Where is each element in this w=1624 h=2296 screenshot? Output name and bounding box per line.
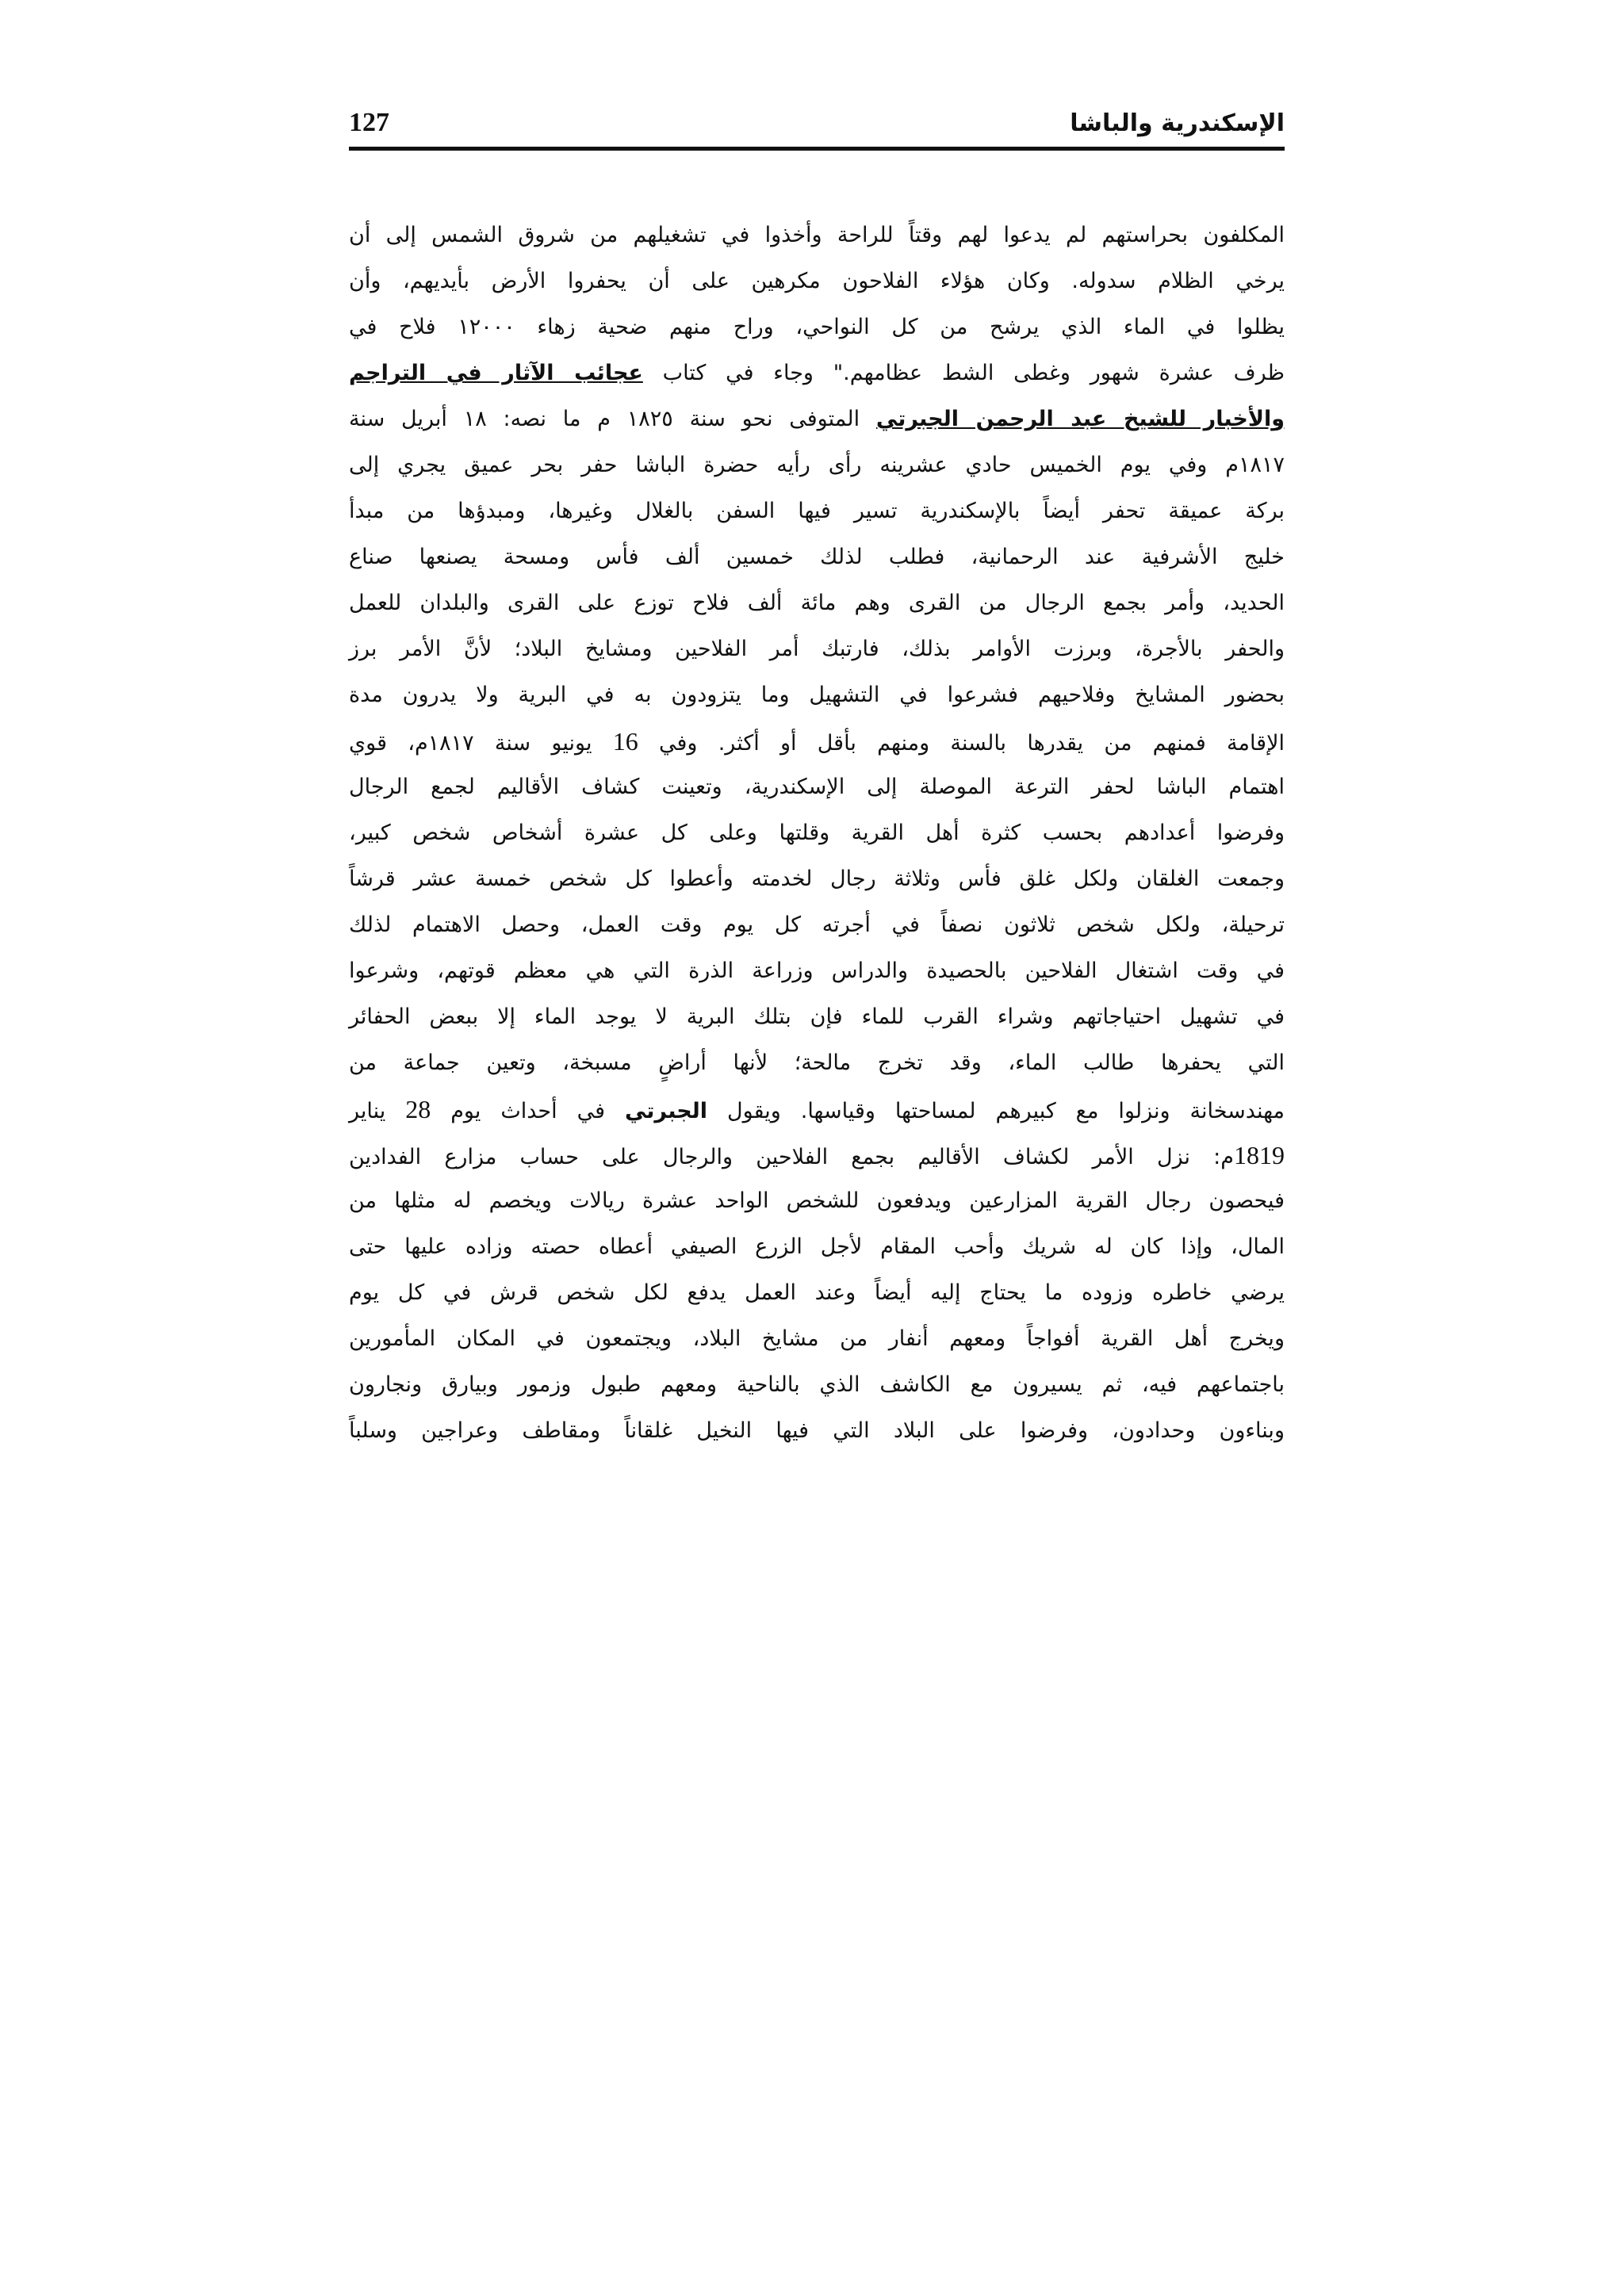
text-line: بحضور المشايخ وفلاحيهم فشرعوا في التشهيل وما يتزودون به في البرية ولا يدرون مدة <box>349 683 1285 707</box>
text-line: 1819م: نزل الأمر لكشاف الأقاليم بجمع الفلاحين والرجال على حساب مزارع الفدادين <box>349 1141 1285 1169</box>
page-header <box>349 101 1285 149</box>
text-line: المال، وإذا كان له شريك وأحب المقام لأجل الزرع الصيفي أعطاه حصته وزاده عليها حتى <box>349 1234 1285 1259</box>
text-line: الإقامة فمنهم من يقدرها بالسنة ومنهم بأقل أو أكثر. وفي 16 يونيو سنة ١٨١٧م، قوي <box>349 727 1285 756</box>
text-line: ترحيلة، ولكل شخص ثلاثون نصفاً في أجرته كل يوم وقت العمل، وحصل الاهتمام لذلك <box>349 913 1285 937</box>
text-line: في تشهيل احتياجاتهم وشراء القرب للماء فإن بتلك البرية لا يوجد الماء إلا ببعض الحفائر <box>349 1004 1285 1029</box>
text-line: فيحصون رجال القرية المزارعين ويدفعون للشخص الواحد عشرة ريالات ويخصم له مثلها من <box>349 1188 1285 1213</box>
text-line: يرضي خاطره وزوده ما يحتاج إليه أيضاً وعند العمل يدفع لكل شخص قرش في كل يوم <box>349 1280 1285 1305</box>
text-line: والأخبار للشيخ عبد الرحمن الجبرتي المتوفى نحو سنة ١٨٢٥ م ما نصه: ١٨ أبريل سنة <box>349 407 1285 431</box>
text-line: يرخي الظلام سدوله. وكان هؤلاء الفلاحون مكرهين على أن يحفروا الأرض بأيديهم، وأن <box>349 269 1285 293</box>
text-line: يظلوا في الماء الذي يرشح من كل النواحي، وراح منهم ضحية زهاء ١٢٠٠٠ فلاح في <box>349 315 1285 339</box>
text-line: خليج الأشرفية عند الرحمانية، فطلب لذلك خمسين ألف فأس ومسحة يصنعها صناع <box>349 545 1285 569</box>
text-line: المكلفون بحراستهم لم يدعوا لهم وقتاً للراحة وأخذوا في تشغيلهم من شروق الشمس إلى أن <box>349 223 1285 247</box>
text-line: ويخرج أهل القرية أفواجاً ومعهم أنفار من مشايخ البلاد، ويجتمعون في المكان المأمورين <box>349 1326 1285 1351</box>
text-line: ١٨١٧م وفي يوم الخميس حادي عشرينه رأى رأيه حضرة الباشا حفر بحر عميق يجري إلى <box>349 453 1285 477</box>
text-line: والحفر بالأجرة، وبرزت الأوامر بذلك، فارتبك أمر الفلاحين ومشايخ البلاد؛ لأنَّ الأمر برز <box>349 637 1285 661</box>
text-line: بركة عميقة تحفر أيضاً بالإسكندرية تسير فيها السفن بالغلال وغيرها، ومبدؤها من مبدأ <box>349 499 1285 523</box>
text-line: الحديد، وأمر بجمع الرجال من القرى وهم مائة ألف فلاح توزع على القرى والبلدان للعمل <box>349 591 1285 615</box>
text-line: مهندسخانة ونزلوا مع كبيرهم لمساحتها وقياسها. ويقول الجبرتي في أحداث يوم 28 يناير <box>349 1095 1285 1123</box>
text-line: التي يحفرها طالب الماء، وقد تخرج مالحة؛ لأنها أراضٍ مسبخة، وتعين جماعة من <box>349 1050 1285 1075</box>
text-line: ظرف عشرة شهور وغطى الشط عظامهم." وجاء في كتاب عجائب الآثار في التراجم <box>349 361 1285 385</box>
body-text <box>349 212 1285 1454</box>
text-line: وفرضوا أعدادهم بحسب كثرة أهل القرية وقلتها وعلى كل عشرة أشخاص شخص كبير، <box>349 821 1285 845</box>
text-line: اهتمام الباشا لحفر الترعة الموصلة إلى الإسكندرية، وتعينت كشاف الأقاليم لجمع الرجال <box>349 775 1285 799</box>
book-title: عجائب الآثار في التراجم <box>349 361 643 385</box>
author-name: الجبرتي <box>624 1099 708 1123</box>
header-rule <box>349 147 1285 151</box>
page-number: 127 <box>349 108 389 137</box>
text-line: وجمعت الغلقان ولكل غلق فأس وثلاثة رجال لخدمته وأعطوا كل شخص خمسة عشر قرشاً <box>349 867 1285 891</box>
text-line: وبناءون وحدادون، وفرضوا على البلاد التي فيها النخيل غلقاناً ومقاطف وعراجين وسلباً <box>349 1418 1285 1443</box>
text-line: في وقت اشتغال الفلاحين بالحصيدة والدراس وزراعة الذرة التي هي معظم قوتهم، وشرعوا <box>349 959 1285 983</box>
book-author: والأخبار للشيخ عبد الرحمن الجبرتي <box>875 407 1285 431</box>
text-line: باجتماعهم فيه، ثم يسيرون مع الكاشف الذي بالناحية ومعهم طبول وزمور وبيارق ونجارون <box>349 1372 1285 1397</box>
running-title: الإسكندرية والباشا <box>1070 109 1285 137</box>
